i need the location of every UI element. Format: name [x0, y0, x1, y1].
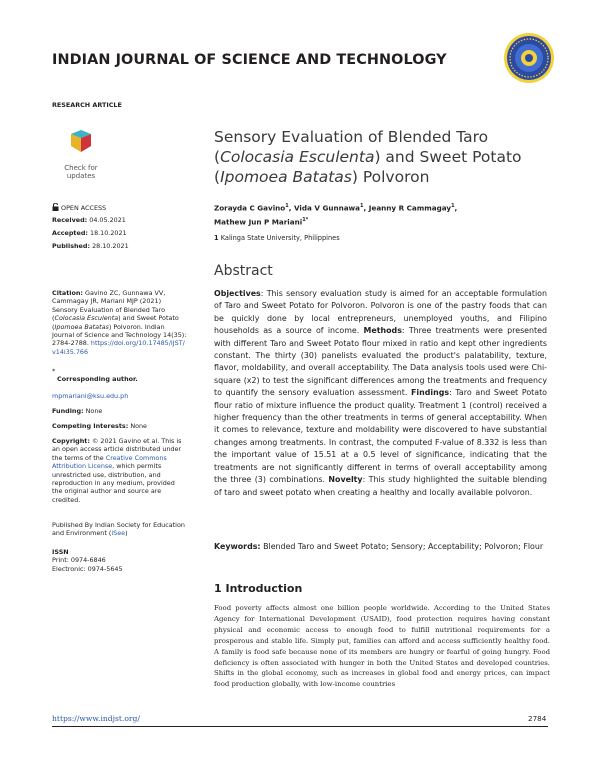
affiliation-sup: 1 [214, 234, 219, 242]
published-value: 28.10.2021 [92, 242, 129, 250]
citation-italic-2: Ipomoea Batatas [54, 322, 109, 331]
open-lock-icon [52, 203, 59, 211]
corresponding-label: Corresponding author. [57, 375, 138, 383]
keywords-text: Blended Taro and Sweet Potato; Sensory; Acceptability; Polvoron; Flour [263, 542, 544, 551]
keywords [214, 541, 547, 553]
title-line-3b: Ipomoea Batatas [220, 168, 352, 186]
issn [52, 548, 123, 573]
copyright-text-1: © 2021 Gavino et al. This is an open access article distributed under the terms of the [52, 437, 182, 462]
issn-print: Print: 0974-6846 [52, 556, 106, 565]
issn-label: ISSN [52, 548, 69, 556]
title-line-2c: ) and Sweet Potato [374, 148, 522, 166]
findings-text: : Taro and Sweet Potato flour ratio of mixture influence the product quality. Treatment 1 (control) received a higher frequency than the other treatments in terms of general acceptability. When it comes to relevance, texture and moldability were discovered to have substantial changes among treatments. In contrast, the computed F-value of 8.332 is less than the important value of 15.51 at a 0.5 level of significance, indicating that the treatments are not significantly different in terms of overall acceptability among the three (3) combinations. [214, 388, 547, 485]
objectives-text: : This sensory evaluation study is aimed for an acceptable formulation of Taro and Sweet Potato for Polvoron. Polvoron is one of the pastry foods that can be quickly done by local entrepreneurs, unemployed youths, and Filipino households as a source of income. [214, 289, 547, 336]
findings-label: Findings [411, 388, 450, 398]
introduction-heading: 1 Introduction [214, 582, 303, 595]
citation-label: Citation: [52, 289, 83, 297]
methods-label: Methods [363, 326, 402, 336]
citation-text-2: ) and Sweet Potato ( [52, 314, 179, 331]
published-label: Published: [52, 242, 91, 250]
affiliation-text: Kalinga State University, Philippines [220, 234, 340, 242]
page-number: 2784 [528, 714, 547, 723]
author-3: Jeanny R Cammagay [368, 203, 452, 213]
abstract-body [214, 288, 547, 499]
citation [52, 289, 187, 356]
doi-link[interactable]: https://doi.org/10.17485/IJST/v14i35.766 [52, 339, 185, 356]
copyright-text-2: , which permits unrestricted use, distribution, and reproduction in any medium, provided the original author and source are credited. [52, 462, 175, 504]
article-title [214, 127, 554, 187]
email-link[interactable]: mpmariani@ksu.edu.ph [52, 392, 129, 400]
isee-link[interactable]: iSee [111, 529, 126, 538]
open-access-label: OPEN ACCESS [61, 204, 107, 212]
copyright [52, 437, 187, 504]
crossmark-icon [57, 130, 105, 160]
journal-title: INDIAN JOURNAL OF SCIENCE AND TECHNOLOGY [52, 52, 447, 68]
check-for-updates-button[interactable] [57, 130, 105, 180]
publisher-text-2: ) [125, 529, 128, 538]
competing-value: None [130, 422, 147, 430]
copyright-label: Copyright: [52, 437, 90, 445]
corresponding-author [57, 375, 138, 383]
title-line-3c: ) Polvoron [351, 168, 430, 186]
corresponding-mark: * [52, 367, 56, 375]
citation-italic-1: Colocasia Esculenta [54, 314, 119, 323]
novelty-text: : This study highlighted the suitable blending of taro and sweet potato when creating a healthy and locally available polvoron. [214, 475, 547, 497]
journal-logo-icon [503, 32, 555, 84]
open-access [52, 203, 106, 212]
title-line-2b: Colocasia Esculenta [220, 148, 375, 166]
competing-interests [52, 422, 147, 430]
abstract-heading: Abstract [214, 263, 273, 279]
publisher [52, 521, 187, 538]
affiliation [214, 234, 340, 242]
funding-label: Funding: [52, 407, 84, 415]
title-line-1: Sensory Evaluation of Blended Taro [214, 128, 489, 146]
competing-label: Competing Interests: [52, 422, 129, 430]
accepted-label: Accepted: [52, 229, 88, 237]
objectives-label: Objectives [214, 289, 261, 298]
received-label: Received: [52, 216, 88, 224]
title-line-3 [214, 167, 554, 187]
accepted-value: 18.10.2021 [90, 229, 127, 237]
methods-text: : Three treatments were presented with different Taro and Sweet Potato flour mixed in ratio and kept other ingredients constant. The thirty (30) panelists evaluated the product's palatability, texture, flavor, moldability, and overall acceptability. The Data analysis tools used were Chi-square (x2) to test the significant differences among the treatments and frequency to quantify the sensory evaluation assessment. [214, 326, 547, 398]
received-date [52, 216, 126, 224]
author-1-sup: 1 [285, 203, 289, 209]
crossmark-line-1: Check for [64, 164, 98, 172]
author-1: Zorayda C Gavino [214, 203, 286, 213]
funding [52, 407, 102, 415]
introduction-body: Food poverty affects almost one billion people worldwide. According to the United States Agency for International Development (USAID), food protection requires having constant physical and economic access to enough food to fulfill nutritional requirements for a prosperous and stable life. Simply put, families can afford and access sufficiently healthy food. A family is food safe because none of its members are hungry or fearful of going hungry. Food deficiency is often associated with hunger in both the United States and developed countries. Shifts in the global economy, such as increases in global food and energy prices, can impact food production globally, with low-income countries [214, 604, 550, 689]
author-4: Mathew Jun P Mariani [214, 217, 303, 227]
authors [214, 200, 554, 229]
author-2: Vida V Gunnawa [293, 203, 361, 213]
publisher-text-1: Published By Indian Society for Education and Environment ( [52, 521, 185, 538]
keywords-label: Keywords: [214, 542, 261, 551]
title-line-2a: ( [214, 148, 221, 166]
citation-text-3: ) Polvoron. Indian Journal of Science and Technology 14(35): 2784-2788. [52, 322, 187, 348]
received-value: 04.05.2021 [89, 216, 126, 224]
published-date [52, 242, 129, 250]
footer-divider [52, 726, 548, 727]
citation-text-1: Gavino ZC, Gunnawa VV, Cammagay JR, Mariani MJP (2021) Sensory Evaluation of Blended Taro ( [52, 289, 166, 323]
author-sep-3: , [454, 203, 458, 213]
author-sep-2: , [363, 203, 367, 213]
novelty-label: Novelty [328, 475, 363, 485]
issn-electronic: Electronic: 0974-5645 [52, 564, 123, 573]
author-2-sup: 1 [360, 203, 364, 209]
article-type: RESEARCH ARTICLE [52, 101, 122, 109]
accepted-date [52, 229, 127, 237]
crossmark-line-2: updates [66, 172, 96, 180]
author-4-sup: 1* [302, 217, 309, 224]
author-3-sup: 1 [451, 203, 455, 209]
license-link[interactable]: Creative Commons Attribution License [52, 453, 167, 471]
funding-value: None [85, 407, 103, 415]
title-line-2 [214, 147, 554, 167]
author-sep-1: , [288, 203, 292, 213]
title-line-3a: ( [214, 168, 221, 186]
journal-url-link[interactable]: https://www.indjst.org/ [52, 714, 140, 723]
